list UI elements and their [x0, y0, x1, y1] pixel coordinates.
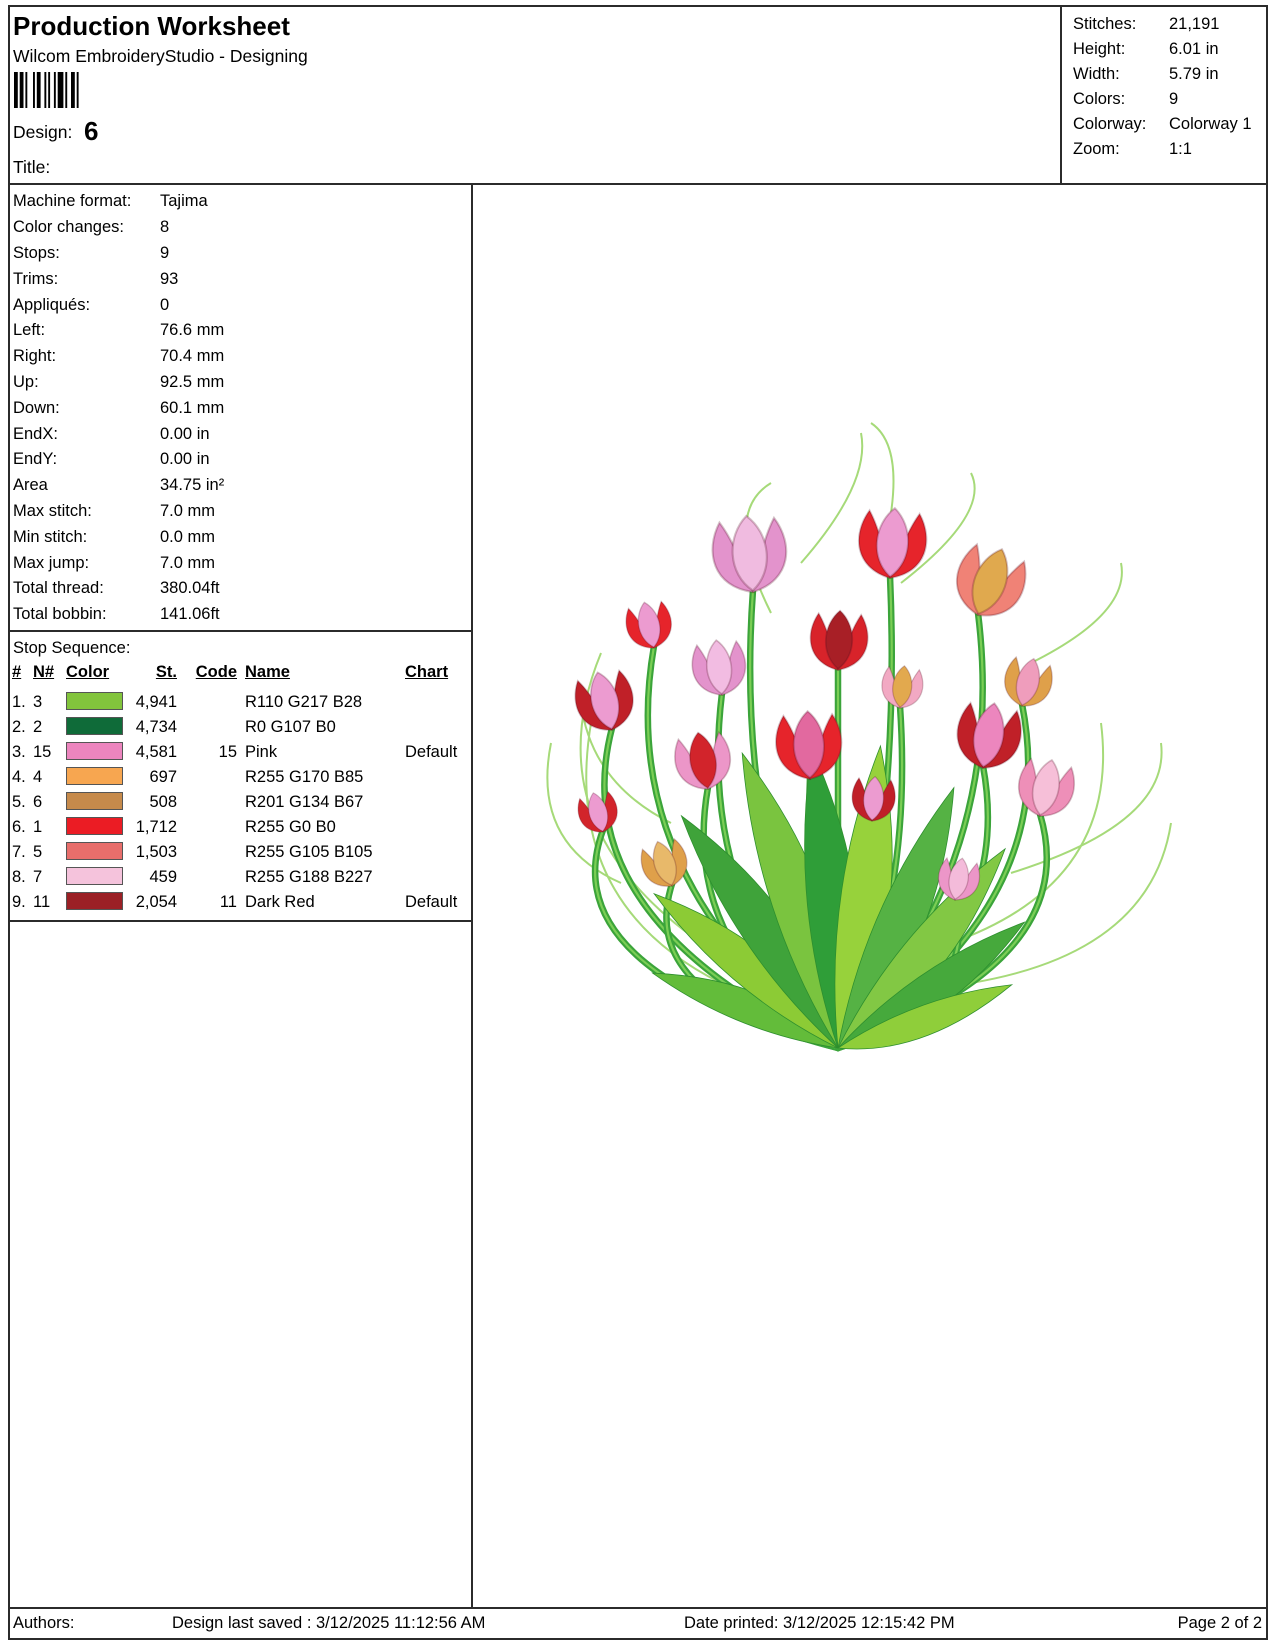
- stats-value: 21,191: [1169, 15, 1220, 33]
- stem-highlight: [750, 590, 838, 1048]
- stop-sequence-row: [12, 840, 468, 865]
- tulip-flower: [570, 665, 640, 736]
- stem-highlight: [838, 814, 1047, 1048]
- leaf: [654, 894, 838, 1048]
- info-label: Color changes:: [13, 218, 124, 237]
- stop-sequence-table: [12, 660, 468, 915]
- stop-sequence-row: [12, 715, 468, 740]
- info-value: 34.75 in²: [160, 476, 225, 495]
- seq-stitches: 4,734: [135, 718, 177, 736]
- border-left: [8, 5, 10, 1640]
- info-value: 0.00 in: [160, 450, 210, 469]
- info-value: 7.0 mm: [160, 501, 216, 520]
- seq-num: 7.: [12, 843, 26, 861]
- stop-sequence-row: [12, 765, 468, 790]
- col-header-color: Color: [66, 663, 110, 681]
- design-preview: [471, 183, 1268, 1607]
- stats-row: [1073, 12, 1265, 37]
- tulip-flower: [952, 698, 1026, 774]
- page-title: Production Worksheet: [13, 11, 290, 41]
- seq-needle: 6: [33, 793, 43, 811]
- tulip-flower: [880, 664, 925, 710]
- info-label: Up:: [13, 372, 39, 391]
- info-value: 76.6 mm: [160, 321, 225, 340]
- info-row: [13, 266, 465, 292]
- seq-name: R0 G107 B0: [245, 718, 336, 736]
- stem-highlight: [595, 830, 838, 1048]
- border-top: [8, 5, 1268, 7]
- info-row: [13, 215, 465, 241]
- seq-chart: Default: [405, 893, 458, 911]
- last-saved-text: Design last saved : 3/12/2025 11:12:56 AM: [172, 1614, 486, 1632]
- seq-color-cell: [66, 741, 128, 765]
- tendril: [871, 423, 894, 513]
- col-header-name: Name: [245, 663, 290, 681]
- info-row: [13, 499, 465, 525]
- stem: [838, 704, 1028, 1048]
- info-label: Down:: [13, 398, 60, 417]
- border-right: [1266, 5, 1268, 1640]
- tulip-flower: [856, 506, 928, 580]
- seq-color-cell: [66, 891, 128, 915]
- info-row: [13, 292, 465, 318]
- tulip-flower: [671, 728, 735, 794]
- info-row: [13, 344, 465, 370]
- stem-highlight: [838, 613, 983, 1048]
- tendril: [1011, 743, 1162, 873]
- border-stats-left: [1060, 5, 1062, 185]
- tulip-flower: [935, 855, 983, 904]
- stem: [666, 884, 838, 1048]
- color-swatch: [66, 842, 123, 860]
- seq-num: 6.: [12, 818, 26, 836]
- stem-highlight: [648, 646, 838, 1048]
- seq-needle: 4: [33, 768, 43, 786]
- stem: [838, 766, 988, 1048]
- border-footer-top: [8, 1607, 1268, 1609]
- stem-highlight: [666, 884, 838, 1048]
- stats-label: Colors:: [1073, 90, 1126, 108]
- tulip-flower: [809, 610, 868, 671]
- design-stats-panel: [1073, 12, 1265, 162]
- info-row: [13, 576, 465, 602]
- info-label: Max jump:: [13, 553, 90, 572]
- stats-row: [1073, 87, 1265, 112]
- stem-highlight: [704, 787, 838, 1048]
- info-label: Min stitch:: [13, 527, 88, 546]
- tulip-flower: [946, 538, 1033, 627]
- color-swatch: [66, 742, 123, 760]
- tulip-flower: [1013, 754, 1079, 821]
- stop-sequence-row: [12, 690, 468, 715]
- info-value: 0.0 mm: [160, 527, 216, 546]
- design-number: 6: [84, 116, 99, 146]
- seq-needle: 2: [33, 718, 43, 736]
- stem: [604, 728, 838, 1048]
- stem-highlight: [838, 898, 959, 1048]
- seq-color-cell: [66, 841, 128, 865]
- machine-info-panel: [13, 189, 465, 628]
- seq-needle: 1: [33, 818, 43, 836]
- leaf: [838, 788, 954, 1048]
- seq-name: Pink: [245, 743, 278, 761]
- color-swatch: [66, 692, 123, 710]
- info-label: Stops:: [13, 243, 60, 262]
- tulip-flower: [710, 513, 790, 595]
- tendril: [746, 483, 771, 613]
- stats-value: 5.79 in: [1169, 65, 1219, 83]
- stem: [809, 777, 838, 1048]
- border-column-separator: [471, 183, 473, 1609]
- info-label: EndX:: [13, 424, 58, 443]
- seq-stitches: 1,712: [135, 818, 177, 836]
- seq-stitches: 697: [149, 768, 177, 786]
- col-header-n: N#: [33, 663, 55, 681]
- seq-color-cell: [66, 691, 128, 715]
- stem: [838, 898, 959, 1048]
- seq-stitches: 1,503: [135, 843, 177, 861]
- info-label: Machine format:: [13, 192, 132, 211]
- seq-stitches: 459: [149, 868, 177, 886]
- stem: [750, 590, 838, 1048]
- design-label: Design:: [13, 122, 73, 142]
- tendril: [586, 723, 721, 983]
- tendril: [1031, 563, 1122, 663]
- info-value: 93: [160, 269, 179, 288]
- info-row: [13, 550, 465, 576]
- seq-code: 11: [219, 893, 237, 911]
- stem: [718, 693, 838, 1048]
- info-row: [13, 473, 465, 499]
- seq-needle: 7: [33, 868, 43, 886]
- tendril: [971, 823, 1171, 983]
- tendril: [901, 473, 975, 583]
- seq-num: 5.: [12, 793, 26, 811]
- info-value: Tajima: [160, 192, 208, 211]
- stem: [838, 819, 873, 1048]
- info-row: [13, 395, 465, 421]
- stats-label: Zoom:: [1073, 140, 1120, 158]
- stop-sequence-title: Stop Sequence:: [13, 639, 131, 657]
- tulip-flower: [574, 788, 621, 836]
- barcode: [13, 72, 87, 110]
- stats-row: [1073, 112, 1265, 137]
- leaf: [681, 816, 838, 1048]
- stem: [648, 646, 838, 1048]
- info-label: Appliqués:: [13, 295, 91, 314]
- info-label: Left:: [13, 321, 46, 340]
- date-printed-text: Date printed: 3/12/2025 12:15:42 PM: [684, 1614, 955, 1632]
- stop-sequence-header: [12, 660, 468, 685]
- leaf: [835, 746, 892, 1048]
- info-value: 7.0 mm: [160, 553, 216, 572]
- tulip-flower: [851, 775, 897, 822]
- stats-value: 9: [1169, 90, 1179, 108]
- border-info-bottom: [8, 630, 471, 632]
- seq-num: 3.: [12, 743, 26, 761]
- stem-highlight: [604, 728, 838, 1048]
- stop-sequence-row: [12, 865, 468, 890]
- info-label: Right:: [13, 347, 57, 366]
- info-value: 92.5 mm: [160, 372, 225, 391]
- stem-highlight: [718, 693, 838, 1048]
- seq-chart: Default: [405, 743, 458, 761]
- stem-highlight: [838, 704, 1028, 1048]
- seq-color-cell: [66, 716, 128, 740]
- app-subtitle: Wilcom EmbroideryStudio - Designing: [13, 46, 308, 66]
- col-header-chart: Chart: [405, 663, 449, 681]
- info-value: 141.06ft: [160, 605, 220, 624]
- seq-num: 9.: [12, 893, 26, 911]
- seq-stitches: 508: [149, 793, 177, 811]
- info-row: [13, 318, 465, 344]
- info-row: [13, 421, 465, 447]
- seq-code: 15: [218, 743, 237, 761]
- seq-name: R255 G105 B105: [245, 843, 373, 861]
- stem: [838, 706, 902, 1048]
- stem: [595, 830, 838, 1048]
- color-swatch: [66, 892, 123, 910]
- info-row: [13, 524, 465, 550]
- color-swatch: [66, 767, 123, 785]
- tendril: [801, 433, 862, 563]
- tulip-flower: [999, 653, 1056, 712]
- seq-needle: 3: [33, 693, 43, 711]
- info-row: [13, 189, 465, 215]
- leaf: [838, 849, 1005, 1048]
- seq-num: 1.: [12, 693, 26, 711]
- tendril: [581, 653, 701, 943]
- seq-needle: 5: [33, 843, 43, 861]
- tulip-flower: [622, 598, 676, 653]
- info-value: 60.1 mm: [160, 398, 225, 417]
- color-swatch: [66, 867, 123, 885]
- stem-highlight: [838, 576, 892, 1048]
- seq-num: 2.: [12, 718, 26, 736]
- info-value: 0: [160, 295, 170, 314]
- info-value: 380.04ft: [160, 579, 220, 598]
- color-swatch: [66, 817, 123, 835]
- info-value: 9: [160, 243, 170, 262]
- tulip-flower: [636, 835, 693, 893]
- info-value: 70.4 mm: [160, 347, 225, 366]
- seq-name: R255 G0 B0: [245, 818, 336, 836]
- leaf: [838, 922, 1025, 1048]
- seq-name: R110 G217 B28: [245, 693, 363, 711]
- stats-row: [1073, 37, 1265, 62]
- stats-label: Stitches:: [1073, 15, 1137, 33]
- stop-sequence-row: [12, 815, 468, 840]
- tendril: [581, 703, 671, 823]
- tulip-flower: [775, 710, 843, 780]
- tendril: [951, 723, 1103, 943]
- stats-row: [1073, 137, 1265, 162]
- info-label: Trims:: [13, 269, 59, 288]
- seq-color-cell: [66, 791, 128, 815]
- seq-stitches: 4,581: [135, 743, 177, 761]
- stem-highlight: [838, 819, 873, 1048]
- border-bottom: [8, 1638, 1268, 1640]
- stats-label: Height:: [1073, 40, 1126, 58]
- seq-name: Dark Red: [245, 893, 315, 911]
- stem: [838, 576, 892, 1048]
- title-label: Title:: [13, 157, 51, 177]
- page-number: Page 2 of 2: [1177, 1614, 1262, 1632]
- stats-label: Width:: [1073, 65, 1120, 83]
- seq-needle: 11: [33, 893, 51, 911]
- stats-row: [1073, 62, 1265, 87]
- seq-name: R255 G170 B85: [245, 768, 364, 786]
- info-row: [13, 370, 465, 396]
- leaf: [742, 753, 841, 1048]
- stem-highlight: [809, 777, 838, 1048]
- stats-value: 1:1: [1169, 140, 1192, 158]
- col-header-code: Code: [195, 663, 237, 681]
- stop-sequence-row: [12, 740, 468, 765]
- seq-color-cell: [66, 816, 128, 840]
- stem-highlight: [838, 766, 988, 1048]
- tulip-flower: [690, 637, 749, 697]
- col-header-num: #: [12, 663, 22, 681]
- stop-sequence-row: [12, 890, 468, 915]
- color-swatch: [66, 792, 123, 810]
- seq-stitches: 4,941: [135, 693, 177, 711]
- stats-value: 6.01 in: [1169, 40, 1219, 58]
- leaf: [805, 749, 858, 1048]
- col-header-st: St.: [155, 663, 177, 681]
- info-label: Area: [13, 476, 48, 495]
- leaf: [838, 985, 1012, 1049]
- color-swatch: [66, 717, 123, 735]
- info-row: [13, 447, 465, 473]
- info-label: Max stitch:: [13, 501, 92, 520]
- stem: [704, 787, 838, 1048]
- leaf: [653, 973, 838, 1048]
- seq-stitches: 2,054: [135, 893, 177, 911]
- tendril: [547, 743, 621, 883]
- seq-color-cell: [66, 866, 128, 890]
- stats-value: Colorway 1: [1169, 115, 1252, 133]
- border-header-bottom: [8, 183, 1268, 185]
- seq-num: 4.: [12, 768, 26, 786]
- stats-label: Colorway:: [1073, 115, 1147, 133]
- info-label: EndY:: [13, 450, 58, 469]
- info-value: 8: [160, 218, 170, 237]
- info-row: [13, 241, 465, 267]
- info-label: Total bobbin:: [13, 605, 107, 624]
- authors-label: Authors:: [13, 1614, 75, 1632]
- seq-name: R255 G188 B227: [245, 868, 373, 886]
- stem: [838, 814, 1047, 1048]
- seq-num: 8.: [12, 868, 26, 886]
- info-value: 0.00 in: [160, 424, 210, 443]
- info-label: Total thread:: [13, 579, 104, 598]
- seq-needle: 15: [33, 743, 52, 761]
- border-seq-bottom: [8, 920, 471, 922]
- seq-name: R201 G134 B67: [245, 793, 364, 811]
- stem: [838, 613, 983, 1048]
- seq-color-cell: [66, 766, 128, 790]
- stop-sequence-row: [12, 790, 468, 815]
- info-row: [13, 602, 465, 628]
- stem-highlight: [838, 706, 902, 1048]
